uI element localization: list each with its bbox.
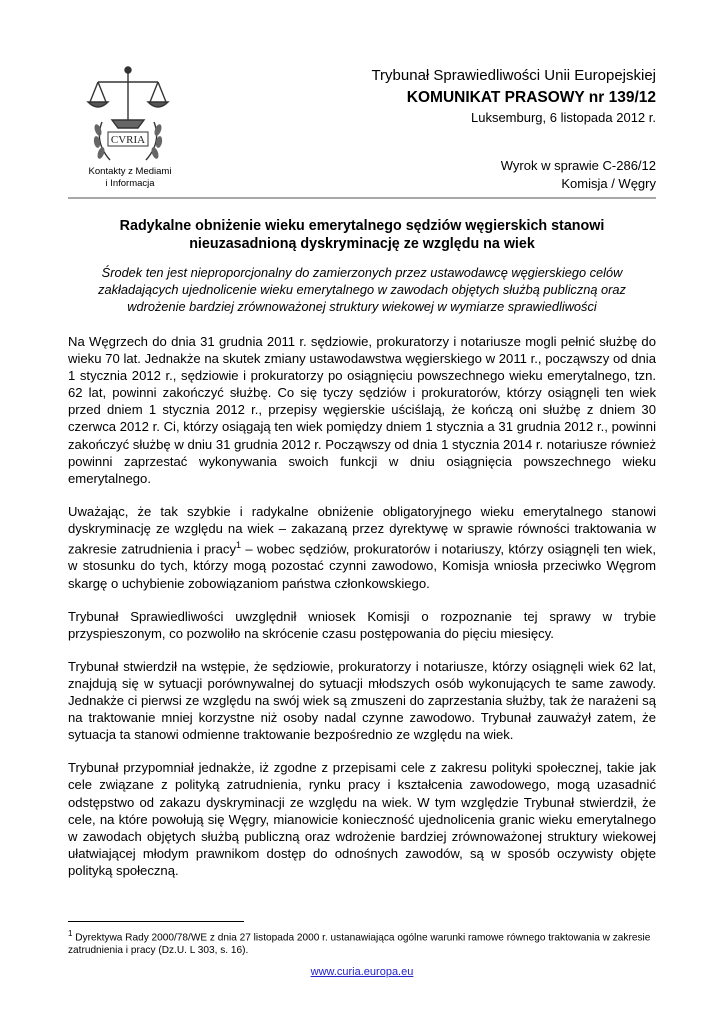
court-name: Trybunał Sprawiedliwości Unii Europejskiej (371, 67, 656, 84)
case-parties: Komisja / Węgry (561, 176, 656, 191)
headline (68, 217, 656, 253)
place-date: Luksemburg, 6 listopada 2012 r. (470, 110, 656, 125)
media-contact (72, 166, 188, 190)
summary-line-1: Środek ten jest nieproporcjonalny do zamierzonych przez ustawodawcę węgierskiego celów (101, 265, 623, 280)
paragraph-2-text-b: – wobec sędziów, prokuratorów i notariuszy, którzy osiągnęli ten wiek, w stosunku do tych, którzy mogą pozostać czynni zawodowo, Komisja wniosła przeciwko Węgrom skargę o uchybienie zobowiązaniom państwa członkowskiego. (68, 541, 656, 591)
footnote-text: Dyrektywa Rady 2000/78/WE z dnia 27 listopada 2000 r. ustanawiająca ogólne warunki ramowe równego traktowania w zakresie zatrudnienia i pracy (Dz.U. L 303, s. 16). (68, 932, 651, 957)
contact-line-2: i Informacja (105, 178, 155, 189)
headline-line-2: nieuzasadnioną dyskryminację ze względu na wiek (189, 236, 535, 252)
logo-text: CVRIA (110, 134, 146, 146)
press-release-number: KOMUNIKAT PRASOWY nr 139/12 (406, 89, 656, 106)
headline-line-1: Radykalne obniżenie wieku emerytalnego sędziów węgierskich stanowi (119, 218, 605, 234)
website-link[interactable]: www.curia.europa.eu (310, 966, 414, 978)
paragraph-5: Trybunał przypomniał jednakże, iż zgodne z przepisami cele z zakresu polityki społecznej, takie jak cele związane z polityką zatrudnienia, rynku pracy i kształcenia zawodowego, mogą uzasadnić odstępstwo od zakazu dyskryminacji ze względu na wiek. W tym względzie Trybunał stwierdził, że cele, na które powołują się Węgry, mianowicie konieczność ujednolicenia granic wieku emerytalnego w zawodach objętych służbą publiczną oraz wdrożenie bardziej zrównoważonej struktury wiekowej ułatwiającej młodym prawnikom dostęp do odnośnych zawodów, są w sposób oczywisty objęte polityką społeczną. (68, 760, 656, 878)
paragraph-2-text-a: Uważając, że tak szybkie i radykalne obniżenie obligatoryjnego wieku emerytalnego stanowi dyskryminację ze względu na wiek – zakazaną przez dyrektywę w sprawie równości traktowania w zakresie zatrudnienia i pracy (68, 503, 656, 557)
paragraph-2 (68, 503, 656, 592)
header-divider (68, 197, 656, 199)
footnote-ref: 1 (236, 540, 242, 551)
article-body (68, 333, 656, 895)
summary (68, 264, 656, 315)
contact-line-1: Kontakty z Mediami (88, 166, 172, 177)
footnote (68, 927, 656, 957)
summary-line-3: wdrożenie bardziej zrównoważonej struktury wiekowej w wymiarze sprawiedliwości (127, 299, 597, 314)
curia-logo (82, 62, 174, 172)
paragraph-1: Na Węgrzech do dnia 31 grudnia 2011 r. sędziowie, prokuratorzy i notariusze mogli pełnić służbę do wieku 70 lat. Jednakże na skutek zmiany ustawodawstwa węgierskiego w 2011 r., począwszy od dnia 1 stycznia 2012 r., sędziowie i prokuratorzy po osiągnięciu powszechnego wieku emerytalnego, tzn. 62 lat, powinni zakończyć służbę. Co się tyczy sędziów i prokuratorów, którzy osiągnęli ten wiek przed dniem 1 stycznia 2012 r., przepisy węgierskie uściślają, że kończą oni służbę z dniem 30 czerwca 2012 r. Ci, którzy osiągają ten wiek pomiędzy dniem 1 stycznia a 31 grudnia 2012 r., powinni zakończyć służbę w dniu 31 grudnia 2012 r. Począwszy od dnia 1 stycznia 2014 r. notariusze również powinni zaprzestać wykonywania swoich funkcji w dniu osiągnięcia powszechnego wieku emerytalnego. (68, 334, 656, 486)
summary-line-2: zakładających ujednolicenie wieku emerytalnego w zawodach objętych służbą publiczną oraz (98, 282, 626, 297)
paragraph-4: Trybunał stwierdził na wstępie, że sędziowie, prokuratorzy i notariusze, którzy osiągnęli wiek 62 lat, znajdują się w sytuacji porównywalnej do sytuacji młodszych osób wykonujących te same zawody. Jednakże ci pierwsi ze względu na swój wiek są zmuszeni do zaprzestania służby, tak że narażeni są na traktowanie mniej korzystne niż osoby nadal czynne zawodowo. Trybunał zauważył zatem, że sytuacja ta stanowi odmienne traktowanie bezpośrednio ze względu na wiek. (68, 658, 656, 743)
case-number: Wyrok w sprawie C-286/12 (500, 158, 656, 173)
footnote-number: 1 (68, 929, 73, 938)
paragraph-3: Trybunał Sprawiedliwości uwzględnił wniosek Komisji o rozpoznanie tej sprawy w trybie przyspieszonym, co pozwoliło na skrócenie czasu postępowania do pięciu miesięcy. (68, 608, 656, 641)
footnote-divider (68, 921, 244, 922)
